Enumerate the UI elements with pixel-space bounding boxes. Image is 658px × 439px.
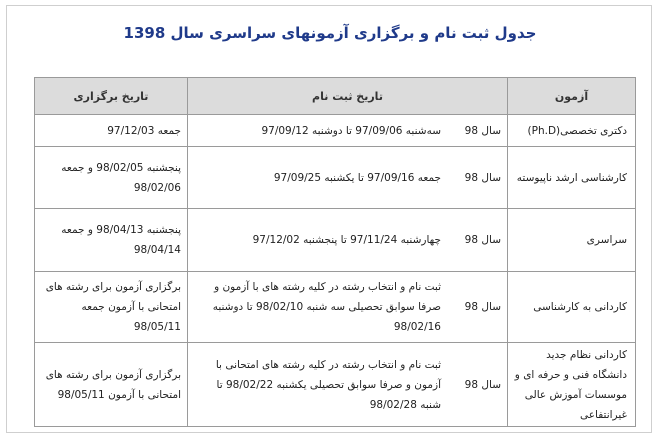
registration-date: ثبت نام و انتخاب رشته در کلیه رشته های با آزمون و صرفا سوابق تحصیلی سه شنبه 98/02/10 تا دوشنبه 98/02/16	[188, 272, 448, 343]
header-exam: آزمون	[508, 78, 636, 115]
table-row	[35, 115, 636, 147]
exam-year: سال 98	[448, 272, 508, 343]
table-row	[35, 343, 636, 427]
exam-year: سال 98	[448, 343, 508, 427]
table-row	[35, 209, 636, 272]
registration-date: جمعه 97/09/16 تا یکشنبه 97/09/25	[188, 147, 448, 209]
exam-name: دکتری تخصصی(Ph.D)	[508, 115, 636, 147]
registration-date: چهارشنبه 97/11/24 تا پنجشنبه 97/12/02	[188, 209, 448, 272]
held-date: برگزاری آزمون برای رشته های امتحانی با آزمون جمعه 98/05/11	[35, 272, 188, 343]
exam-year: سال 98	[448, 115, 508, 147]
table-row	[35, 272, 636, 343]
held-date: پنجشنبه 98/04/13 و جمعه 98/04/14	[35, 209, 188, 272]
exam-name: سراسری	[508, 209, 636, 272]
exam-year: سال 98	[448, 209, 508, 272]
registration-date: ثبت نام و انتخاب رشته در کلیه رشته های امتحانی با آزمون و صرفا سوابق تحصیلی یکشنبه 98/02/22 تا شنبه 98/02/28	[188, 343, 448, 427]
exam-schedule-table	[34, 77, 636, 427]
held-date: پنجشنبه 98/02/05 و جمعه 98/02/06	[35, 147, 188, 209]
held-date: جمعه 97/12/03	[35, 115, 188, 147]
exam-name: کاردانی نظام جدید دانشگاه فنی و حرفه ای و موسسات آموزش عالی غیرانتفاعی	[508, 343, 636, 427]
header-registration-date: تاریخ ثبت نام	[188, 78, 508, 115]
table-header-row	[35, 78, 636, 115]
page-title: جدول ثبت نام و برگزاری آزمونهای سراسری سال 1398	[123, 24, 537, 42]
content-panel	[6, 5, 652, 433]
table-row	[35, 147, 636, 209]
header-held-date: تاریخ برگزاری	[35, 78, 188, 115]
exam-year: سال 98	[448, 147, 508, 209]
registration-date: سه‌شنبه 97/09/06 تا دوشنبه 97/09/12	[188, 115, 448, 147]
held-date: برگزاری آزمون برای رشته های امتحانی با آزمون 98/05/11	[35, 343, 188, 427]
exam-name: کاردانی به کارشناسی	[508, 272, 636, 343]
exam-name: کارشناسی ارشد ناپیوسته	[508, 147, 636, 209]
